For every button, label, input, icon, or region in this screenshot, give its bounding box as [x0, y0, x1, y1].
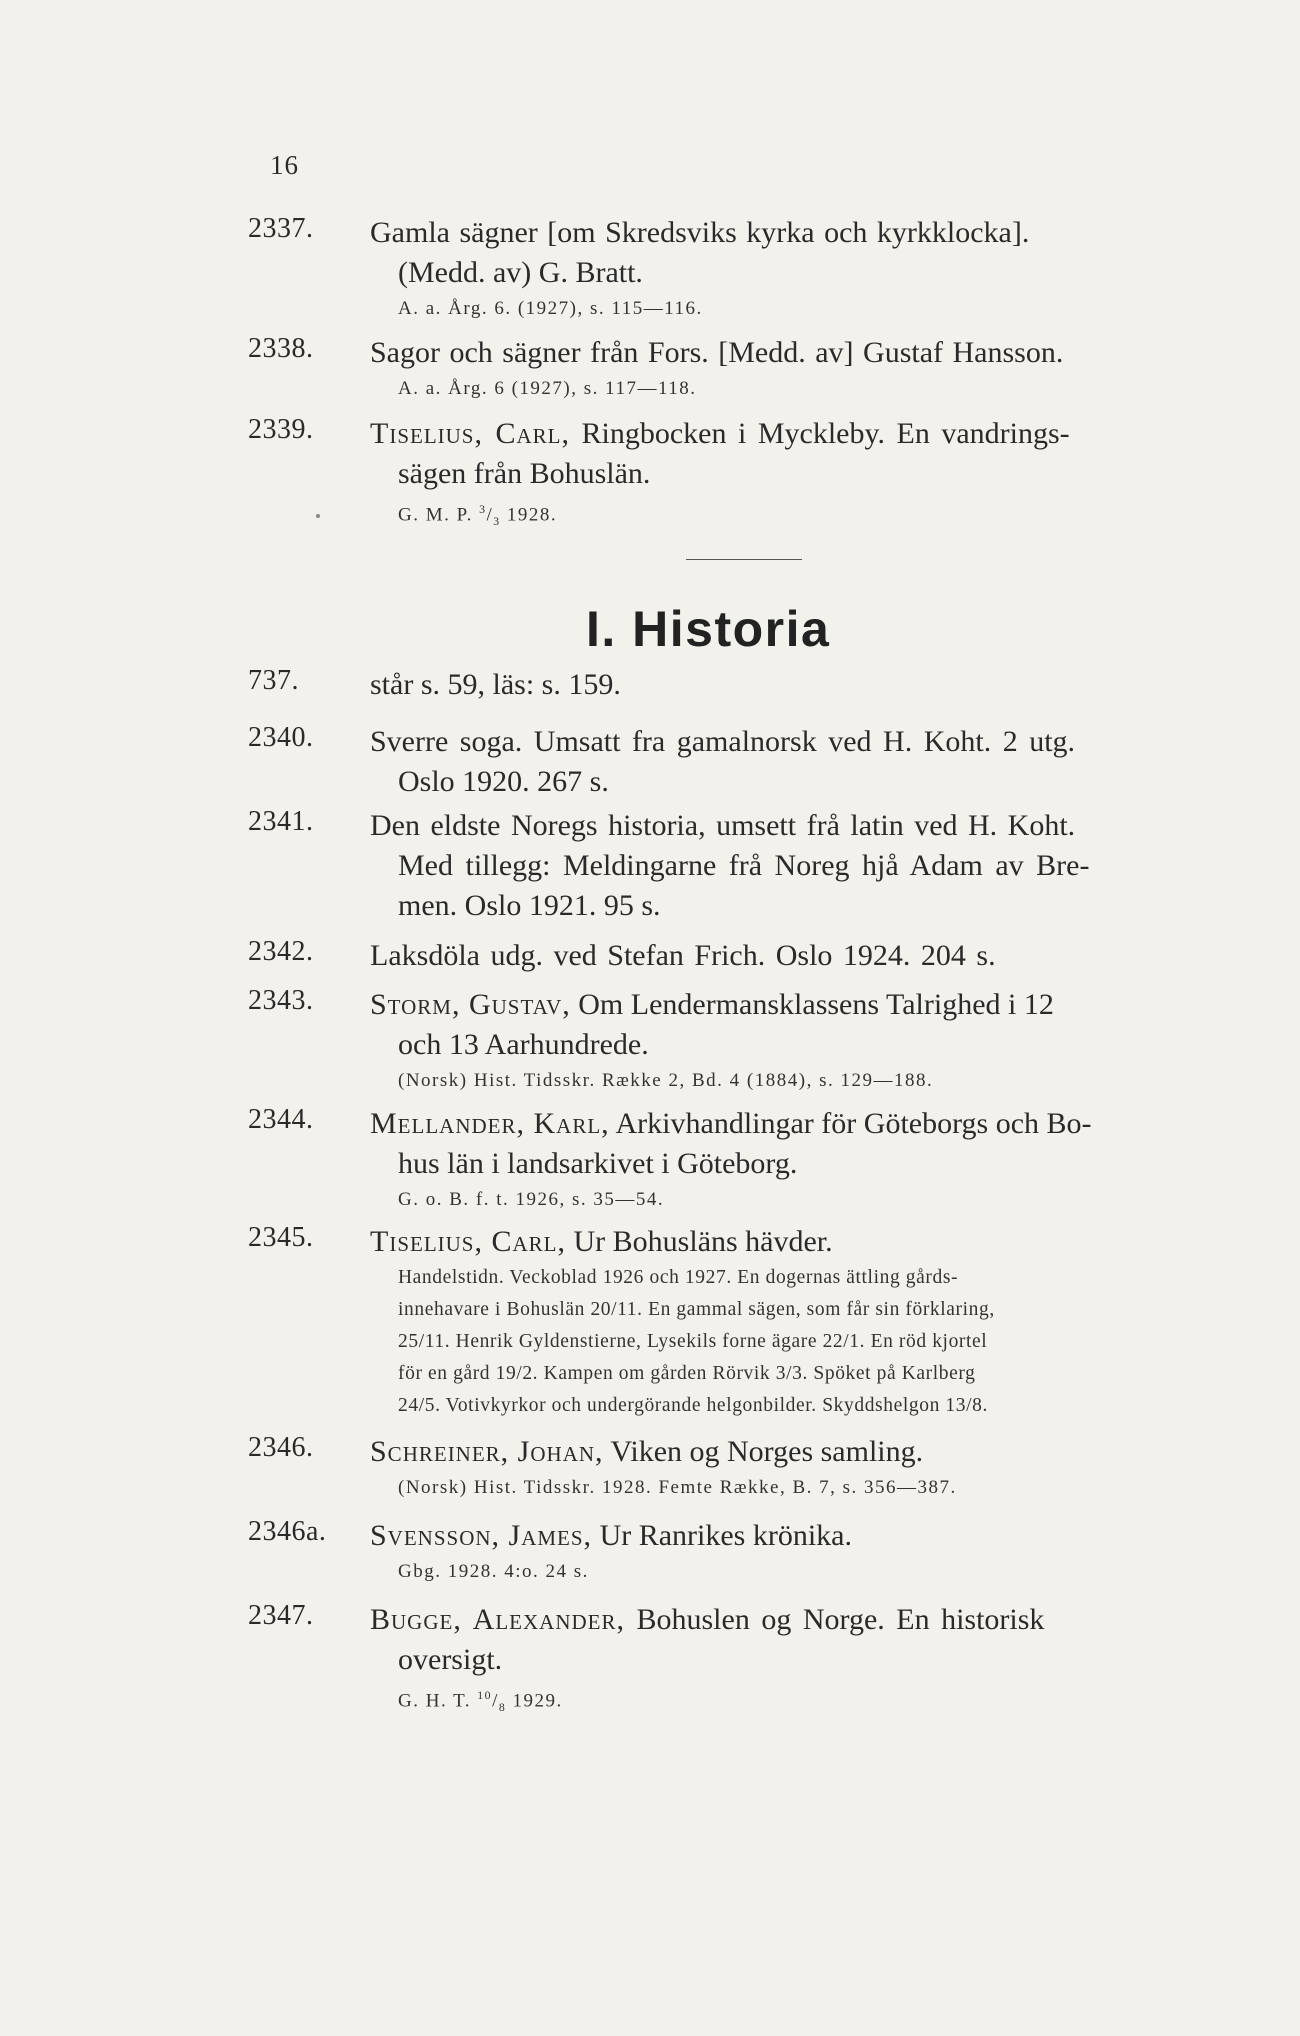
entry-number: 2342.	[248, 936, 314, 967]
entry-title-line: hus län i landsarkivet i Göteborg.	[398, 1147, 798, 1180]
entry-body	[370, 985, 1196, 1097]
entry-number: 2341.	[248, 806, 314, 837]
entry-title-line: Ringbocken i Myckleby. En vandrings-	[581, 417, 1070, 450]
entry-title-line: men. Oslo 1921. 95 s.	[398, 889, 661, 922]
entry-title-line: Den eldste Noregs historia, umsett frå latin ved H. Koht.	[370, 809, 1076, 842]
entry-title-line: sägen från Bohuslän.	[398, 457, 651, 490]
entry-title-line: Bohuslen og Norge. En historisk	[636, 1603, 1045, 1636]
entry-body	[370, 1222, 1196, 1422]
entry-title-line: Ur Ranrikes krönika.	[599, 1519, 852, 1552]
entry-source: G. o. B. f. t. 1926, s. 35—54.	[398, 1189, 665, 1210]
entry-source: (Norsk) Hist. Tidsskr. 1928. Femte Række, B. 7, s. 356—387.	[398, 1477, 957, 1498]
entry-author: Tiselius, Carl,	[370, 1225, 567, 1258]
entry-title-line: Sagor och sägner från Fors. [Medd. av] Gustaf Hansson.	[370, 336, 1064, 369]
entry-body	[370, 722, 1196, 802]
entry-body	[370, 213, 1196, 325]
entry-number: 2345.	[248, 1222, 314, 1253]
entry-author: Storm, Gustav,	[370, 988, 571, 1021]
entry-number: 2346.	[248, 1432, 314, 1463]
entry-title-line: Med tillegg: Meldingarne frå Noreg hjå Adam av Bre-	[398, 849, 1090, 882]
entry-number: 2344.	[248, 1104, 314, 1135]
stray-mark	[316, 514, 320, 518]
entry-title-line: Arkivhandlingar för Göteborgs och Bo-	[615, 1107, 1092, 1140]
entry-author: Tiselius, Carl,	[370, 417, 571, 450]
entry-body	[370, 333, 1196, 405]
entry-title-line: och 13 Aarhundrede.	[398, 1028, 649, 1061]
entry-source-line: 24/5. Votivkyrkor och undergörande helgonbilder. Skyddshelgon 13/8.	[398, 1395, 988, 1416]
entry-source-line: 25/11. Henrik Gyldenstierne, Lysekils forne ägare 22/1. En röd kjortel	[398, 1331, 988, 1352]
entry-title-line: Om Lendermansklassens Talrighed i 12	[578, 988, 1054, 1021]
entry-title-line: (Medd. av) G. Bratt.	[398, 256, 643, 289]
entry-source: A. a. Årg. 6. (1927), s. 115—116.	[398, 298, 703, 319]
entry-body	[370, 1104, 1196, 1216]
entry-title-line: står s. 59, läs: s. 159.	[370, 668, 621, 701]
entry-source-line: innehavare i Bohuslän 20/11. En gammal sägen, som får sin förklaring,	[398, 1299, 995, 1320]
entry-number: 2343.	[248, 985, 314, 1016]
entry-number: 2346a.	[248, 1516, 327, 1547]
entry-title-line: Ur Bohusläns hävder.	[573, 1225, 833, 1258]
entry-author: Mellander, Karl,	[370, 1107, 610, 1140]
entry-source: G. H. T. $^{10}/_8$ 1929.	[398, 1689, 563, 1715]
entry-number: 2347.	[248, 1600, 314, 1631]
entry-title-line: oversigt.	[398, 1643, 503, 1676]
entry-source: A. a. Årg. 6 (1927), s. 117—118.	[398, 378, 697, 399]
entry-number: 2338.	[248, 333, 314, 364]
entry-title-line: Laksdöla udg. ved Stefan Frich. Oslo 1924. 204 s.	[370, 939, 996, 972]
entry-number: 2337.	[248, 213, 314, 244]
entry-body	[370, 665, 1196, 705]
entry-number: 2340.	[248, 722, 314, 753]
entry-body	[370, 414, 1196, 538]
entry-number: 2339.	[248, 414, 314, 445]
section-divider	[686, 559, 802, 560]
entry-body	[370, 1432, 1196, 1504]
entry-title-line: Viken og Norges samling.	[610, 1435, 924, 1468]
entry-number: 737.	[248, 665, 299, 696]
entry-title-line: Oslo 1920. 267 s.	[398, 765, 609, 798]
entry-author: Schreiner, Johan,	[370, 1435, 604, 1468]
entry-body	[370, 936, 1196, 976]
entry-body	[370, 806, 1196, 926]
entry-body	[370, 1516, 1196, 1588]
entry-source-line: för en gård 19/2. Kampen om gården Rörvik 3/3. Spöket på Karlberg	[398, 1363, 976, 1384]
entry-body	[370, 1600, 1196, 1724]
entry-author: Bugge, Alexander,	[370, 1603, 625, 1636]
entry-title-line: Gamla sägner [om Skredsviks kyrka och kyrkklocka].	[370, 216, 1030, 249]
entry-source: G. M. P. $^3/_3$ 1928.	[398, 503, 558, 529]
entry-title-line: Sverre soga. Umsatt fra gamalnorsk ved H. Koht. 2 utg.	[370, 725, 1076, 758]
page-number: 16	[270, 150, 299, 180]
entry-source-line: Handelstidn. Veckoblad 1926 och 1927. En dogernas ättling gårds-	[398, 1267, 959, 1288]
entry-source: Gbg. 1928. 4:o. 24 s.	[398, 1561, 589, 1582]
entry-author: Svensson, James,	[370, 1519, 593, 1552]
entry-source: (Norsk) Hist. Tidsskr. Række 2, Bd. 4 (1884), s. 129—188.	[398, 1070, 934, 1091]
section-heading: I. Historia	[586, 601, 831, 657]
